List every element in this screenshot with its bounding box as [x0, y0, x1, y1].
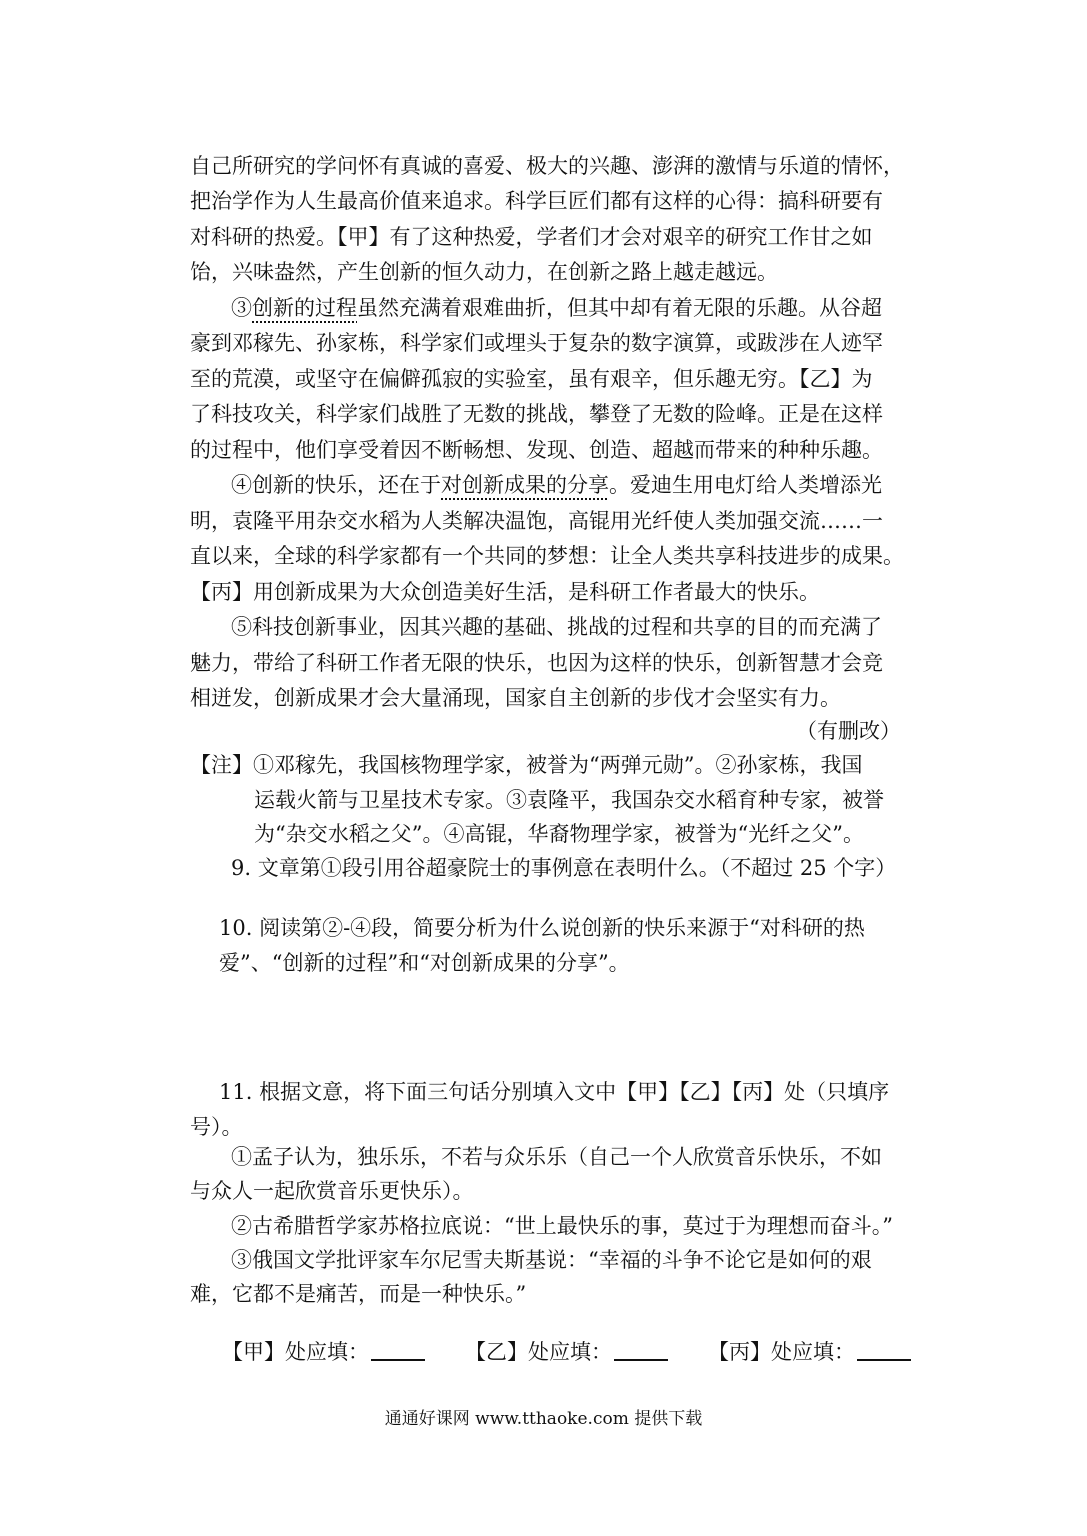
para5-line-3: 相迸发，创新成果才会大量涌现，国家自主创新的步伐才会坚实有力。 — [190, 686, 841, 710]
notes-line-3: 为“杂交水稻之父”。④高锟，华裔物理学家，被誉为“光纤之父”。 — [254, 822, 864, 846]
option-3-line-2: 难，它都不是痛苦，而是一种快乐。” — [190, 1282, 527, 1306]
para3-rest: 虽然充满着艰难曲折，但其中却有着无限的乐趣。从谷超 — [357, 296, 882, 320]
edit-note: （有删改） — [796, 719, 901, 743]
answer-bing-blank[interactable] — [857, 1339, 911, 1361]
para3-line-5: 的过程中，他们享受着因不断畅想、发现、创造、超越而带来的种种乐趣。 — [190, 438, 883, 462]
para3-line-1 — [231, 293, 882, 323]
para4-prefix: ④创新的快乐，还在于 — [231, 473, 441, 497]
para4-line-4: 【丙】用创新成果为大众创造美好生活，是科研工作者最大的快乐。 — [190, 580, 820, 604]
para4-line-1 — [231, 470, 882, 500]
para1-line-4: 饴，兴味盎然，产生创新的恒久动力，在创新之路上越走越远。 — [190, 260, 778, 284]
answer-row — [222, 1337, 917, 1367]
para3-emphasis: 创新的过程 — [252, 296, 357, 320]
question-10-line-2: 爱”、“创新的过程”和“对创新成果的分享”。 — [219, 951, 630, 975]
para4-line-2: 明，袁隆平用杂交水稻为人类解决温饱，高锟用光纤使人类加强交流……一 — [190, 509, 883, 533]
para3-prefix: ③ — [231, 296, 252, 320]
option-1-line-2: 与众人一起欣赏音乐更快乐）。 — [190, 1179, 474, 1203]
answer-bing-label: 【丙】处应填： — [708, 1340, 855, 1364]
para1-line-1: 自己所研究的学问怀有真诚的喜爱、极大的兴趣、澎湃的激情与乐道的情怀， — [190, 154, 904, 178]
question-9: 9. 文章第①段引用谷超豪院士的事例意在表明什么。（不超过 25 个字） — [231, 856, 897, 880]
question-11-line-2: 号）。 — [190, 1115, 243, 1139]
para3-line-4: 了科技攻关，科学家们战胜了无数的挑战，攀登了无数的险峰。正是在这样 — [190, 402, 883, 426]
notes-line-2: 运载火箭与卫星技术专家。③袁隆平，我国杂交水稻育种专家，被誉 — [254, 788, 884, 812]
para4-rest: 。爱迪生用电灯给人类增添光 — [609, 473, 882, 497]
para1-line-2: 把治学作为人生最高价值来追求。科学巨匠们都有这样的心得：搞科研要有 — [190, 189, 883, 213]
para4-emphasis: 对创新成果的分享 — [441, 473, 609, 497]
para5-line-1: ⑤科技创新事业，因其兴趣的基础、挑战的过程和共享的目的而充满了 — [231, 615, 882, 639]
para3-line-2: 豪到邓稼先、孙家栋，科学家们或埋头于复杂的数字演算，或跋涉在人迹罕 — [190, 331, 883, 355]
answer-yi-label: 【乙】处应填： — [465, 1340, 612, 1364]
footer-source: 通通好课网 www.tthaoke.com 提供下载 — [384, 1409, 703, 1429]
answer-yi-blank[interactable] — [614, 1339, 668, 1361]
para5-line-2: 魅力，带给了科研工作者无限的快乐，也因为这样的快乐，创新智慧才会竞 — [190, 651, 883, 675]
option-1-line-1: ①孟子认为，独乐乐，不若与众乐乐（自己一个人欣赏音乐快乐，不如 — [231, 1145, 882, 1169]
para3-line-3: 至的荒漠，或坚守在偏僻孤寂的实验室，虽有艰辛，但乐趣无穷。【乙】为 — [190, 367, 873, 391]
answer-jia-label: 【甲】处应填： — [222, 1340, 369, 1364]
question-11-line-1: 11. 根据文意，将下面三句话分别填入文中【甲】【乙】【丙】处（只填序 — [219, 1080, 890, 1104]
question-10-line-1: 10. 阅读第②-④段，简要分析为什么说创新的快乐来源于“对科研的热 — [219, 916, 865, 940]
para1-line-3: 对科研的热爱。【甲】有了这种热爱，学者们才会对艰辛的研究工作甘之如 — [190, 225, 873, 249]
notes-line-1: 【注】①邓稼先，我国核物理学家，被誉为“两弹元勋”。②孙家栋，我国 — [190, 753, 863, 777]
option-3-line-1: ③俄国文学批评家车尔尼雪夫斯基说：“幸福的斗争不论它是如何的艰 — [231, 1248, 872, 1272]
para4-line-3: 直以来，全球的科学家都有一个共同的梦想：让全人类共享科技进步的成果。 — [190, 544, 904, 568]
option-2: ②古希腊哲学家苏格拉底说：“世上最快乐的事，莫过于为理想而奋斗。” — [231, 1214, 893, 1238]
answer-jia-blank[interactable] — [371, 1339, 425, 1361]
